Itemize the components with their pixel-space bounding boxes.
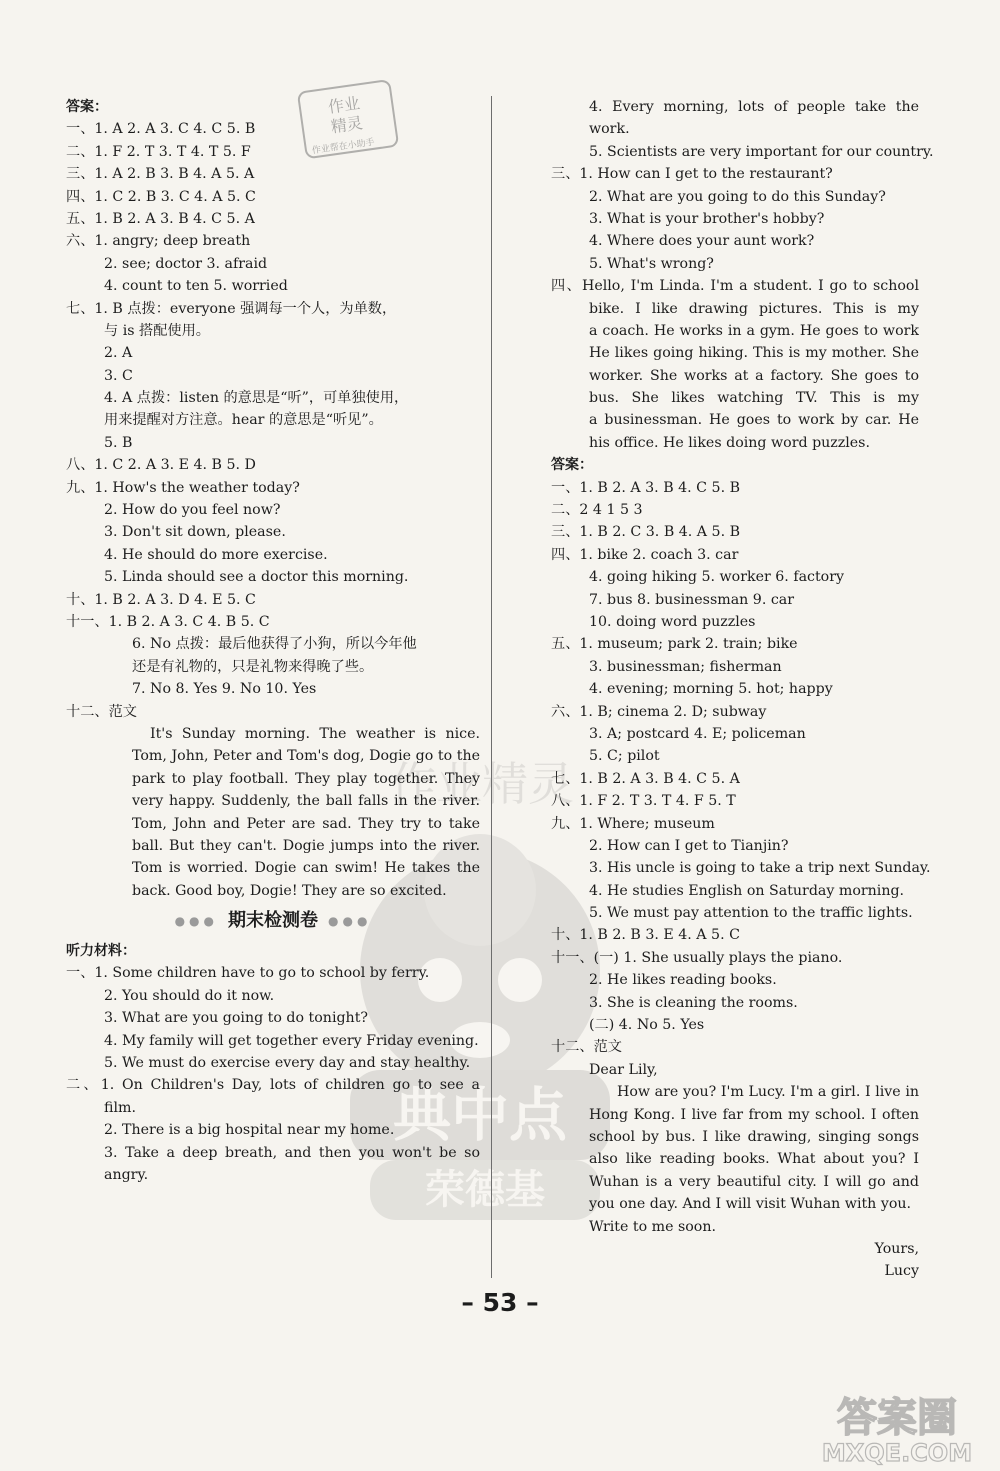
left-line: park to play football. They play together. They	[132, 770, 480, 787]
left-line: 三、1. A 2. B 3. B 4. A 5. A	[66, 166, 255, 183]
logo-text: 答案圈	[837, 1395, 957, 1441]
left-line: 2. A	[104, 345, 133, 362]
right-line: 3. What is your brother's hobby?	[589, 210, 825, 227]
left-line: 2. How do you feel now?	[104, 502, 281, 519]
page-number: – 53 –	[461, 1288, 539, 1317]
signoff-yours: Yours,	[874, 1240, 919, 1257]
right-line: 5. C; pilot	[589, 748, 660, 765]
right-line: 六、1. B; cinema 2. D; subway	[551, 703, 767, 720]
right-line: a coach. He works in a gym. He goes to work	[589, 322, 919, 339]
left-line: 十二、范文	[66, 703, 137, 720]
right-line: 十一、(一) 1. She usually plays the piano.	[551, 949, 843, 966]
right-line: 3. His uncle is going to take a trip next Sunday.	[589, 860, 931, 877]
watermark-text-main: 典中点	[392, 1081, 568, 1149]
left-line: Tom, John and Peter are sad. They try to take	[132, 815, 480, 832]
right-line: Write to me soon.	[589, 1218, 716, 1235]
right-line: How are you? I'm Lucy. I'm a girl. I live in	[617, 1084, 919, 1101]
left-line: 二、1. On Children's Day, lots of children go to see a	[66, 1077, 480, 1094]
left-line: film.	[104, 1099, 136, 1116]
stamp-text-3: 作业帮在小助手	[311, 137, 376, 157]
right-line: 4. going hiking 5. worker 6. factory	[589, 569, 845, 586]
left-line: 7. No 8. Yes 9. No 10. Yes	[132, 681, 317, 698]
right-line: 十二、范文	[551, 1039, 622, 1056]
section-title	[66, 902, 480, 940]
right-line: 10. doing word puzzles	[589, 613, 756, 630]
left-line: 4. count to ten 5. worried	[104, 278, 288, 295]
right-line: 答案：	[551, 457, 593, 474]
right-line: worker. She works at a factory. She goes to	[589, 367, 919, 384]
left-listening	[66, 940, 480, 1186]
left-line: 一、1. A 2. A 3. C 4. C 5. B	[66, 121, 256, 138]
left-line: 4. He should do more exercise.	[104, 546, 328, 563]
left-line: 用来提醒对方注意。hear 的意思是“听见”。	[104, 412, 383, 429]
right-line: 3. She is cleaning the rooms.	[589, 994, 798, 1011]
right-line: 2. What are you going to do this Sunday?	[589, 188, 886, 205]
left-line: 5. Linda should see a doctor this morning.	[104, 569, 409, 586]
right-line: 2. How can I get to Tianjin?	[589, 837, 789, 854]
right-line: 八、1. F 2. T 3. T 4. F 5. T	[551, 793, 736, 810]
left-line: ball. But they can't. Dogie jumps into the river.	[132, 837, 480, 854]
right-line: 5. What's wrong?	[589, 255, 714, 272]
right-line: 四、1. bike 2. coach 3. car	[551, 546, 739, 563]
dots-decoration-right: ●●●	[328, 913, 372, 928]
dots-decoration-left: ●●●	[174, 913, 218, 928]
left-line: It's Sunday morning. The weather is nice.	[150, 725, 480, 742]
left-line: back. Good boy, Dogie! They are so excited.	[132, 882, 447, 899]
left-line: 答案：	[66, 99, 108, 115]
right-line: Dear Lily,	[589, 1061, 658, 1078]
left-line: 5. B	[104, 434, 133, 451]
left-line: 二、1. F 2. T 3. T 4. T 5. F	[66, 143, 251, 160]
column-divider	[491, 96, 492, 1278]
watermark-text-top: 作业精灵	[390, 757, 574, 811]
left-line: 4. My family will get together every Friday evening.	[104, 1032, 479, 1049]
final-exam-title: 期末检测卷	[228, 909, 318, 931]
left-line: Tom is worried. Dogie can swim! He takes the	[132, 860, 480, 877]
right-line: work.	[589, 121, 630, 138]
right-line: 2. He likes reading books.	[589, 972, 777, 989]
right-line: 二、2 4 1 5 3	[551, 502, 643, 519]
left-line: 2. There is a big hospital near my home.	[104, 1122, 395, 1139]
right-line: 4. Where does your aunt work?	[589, 233, 815, 250]
left-line: 十一、1. B 2. A 3. C 4. B 5. C	[66, 613, 270, 630]
watermark-text-sub: 荣德基	[425, 1167, 545, 1213]
left-line: 3. Don't sit down, please.	[104, 524, 286, 541]
left-line: 3. C	[104, 367, 133, 384]
right-line: a businessman. He goes to work by car. He	[589, 412, 919, 429]
left-line: 一、1. Some children have to go to school by ferry.	[66, 965, 430, 982]
right-line: 5. We must pay attention to the traffic lights.	[589, 905, 913, 922]
right-line: 4. Every morning, lots of people take the	[589, 99, 919, 115]
right-line: 3. businessman; fisherman	[589, 658, 782, 675]
right-line: He likes going hiking. This is my mother. She	[589, 345, 919, 362]
right-line: 4. evening; morning 5. hot; happy	[589, 681, 833, 698]
left-line: 听力材料：	[66, 943, 136, 960]
right-content	[551, 96, 934, 1238]
right-line: also like reading books. What about you? I	[589, 1151, 919, 1168]
left-line: Tom, John, Peter and Tom's dog, Dogie go to the	[132, 748, 480, 765]
left-answers	[66, 96, 480, 902]
left-line: 2. see; doctor 3. afraid	[104, 255, 268, 272]
left-line: angry.	[104, 1166, 149, 1183]
logo-url: MXQE.COM	[821, 1439, 973, 1467]
right-line: 7. bus 8. businessman 9. car	[589, 591, 795, 608]
left-line: 2. You should do it now.	[104, 987, 275, 1004]
left-line: 还是有礼物的，只是礼物来得晚了些。	[132, 658, 374, 675]
left-line: 四、1. C 2. B 3. C 4. A 5. C	[66, 188, 256, 205]
left-line: 与 is 搭配使用。	[104, 322, 210, 339]
left-line: 五、1. B 2. A 3. B 4. C 5. A	[66, 210, 255, 227]
right-line: 五、1. museum; park 2. train; bike	[551, 636, 798, 653]
right-line: 三、1. How can I get to the restaurant?	[551, 166, 833, 183]
right-line: 七、1. B 2. A 3. B 4. C 5. A	[551, 770, 740, 787]
right-line: bike. I like drawing pictures. This is my	[589, 300, 919, 317]
right-line: 十、1. B 2. B 3. E 4. A 5. C	[551, 927, 740, 944]
right-line: school by bus. I like drawing, singing songs	[589, 1128, 919, 1145]
left-line: 七、1. B 点拨：everyone 强调每一个人，为单数，	[66, 300, 397, 317]
right-column	[551, 96, 934, 1283]
right-line: 九、1. Where; museum	[551, 815, 715, 832]
answer-circle-logo	[802, 1385, 992, 1469]
left-column	[66, 96, 480, 1186]
stamp-text-1: 作业	[326, 93, 362, 117]
right-line: Wuhan is a very beautiful city. I will go and	[589, 1173, 919, 1190]
right-line: his office. He likes doing word puzzles.	[589, 434, 870, 451]
left-line: 4. A 点拨：listen 的意思是“听”，可单独使用，	[104, 390, 409, 407]
right-line: bus. She likes watching TV. This is my	[589, 390, 919, 407]
right-line: (二) 4. No 5. Yes	[589, 1017, 705, 1034]
right-line: you one day. And I will visit Wuhan with you.	[589, 1196, 912, 1213]
left-line: 3. Take a deep breath, and then you won't be so	[104, 1144, 480, 1161]
right-line: 5. Scientists are very important for our country.	[589, 143, 934, 160]
right-line: 三、1. B 2. C 3. B 4. A 5. B	[551, 524, 741, 541]
right-line: 3. A; postcard 4. E; policeman	[589, 725, 806, 742]
left-line: 十、1. B 2. A 3. D 4. E 5. C	[66, 591, 256, 608]
left-line: 3. What are you going to do tonight?	[104, 1010, 369, 1027]
left-line: 八、1. C 2. A 3. E 4. B 5. D	[66, 457, 256, 474]
right-line: 一、1. B 2. A 3. B 4. C 5. B	[551, 479, 741, 496]
left-line: very happy. Suddenly, the ball falls in the river.	[132, 793, 480, 810]
right-line: Hong Kong. I live far from my school. I often	[589, 1106, 919, 1123]
left-line: 六、1. angry; deep breath	[66, 233, 251, 250]
signoff-name: Lucy	[884, 1263, 919, 1280]
left-line: 5. We must do exercise every day and stay healthy.	[104, 1055, 471, 1072]
left-line: 6. No 点拨：最后他获得了小狗，所以今年他	[132, 636, 417, 653]
left-line: 九、1. How's the weather today?	[66, 479, 300, 496]
right-line: 四、Hello, I'm Linda. I'm a student. I go to school	[551, 278, 919, 295]
stamp-text-2: 精灵	[329, 113, 364, 137]
right-line: 4. He studies English on Saturday morning.	[589, 882, 905, 899]
